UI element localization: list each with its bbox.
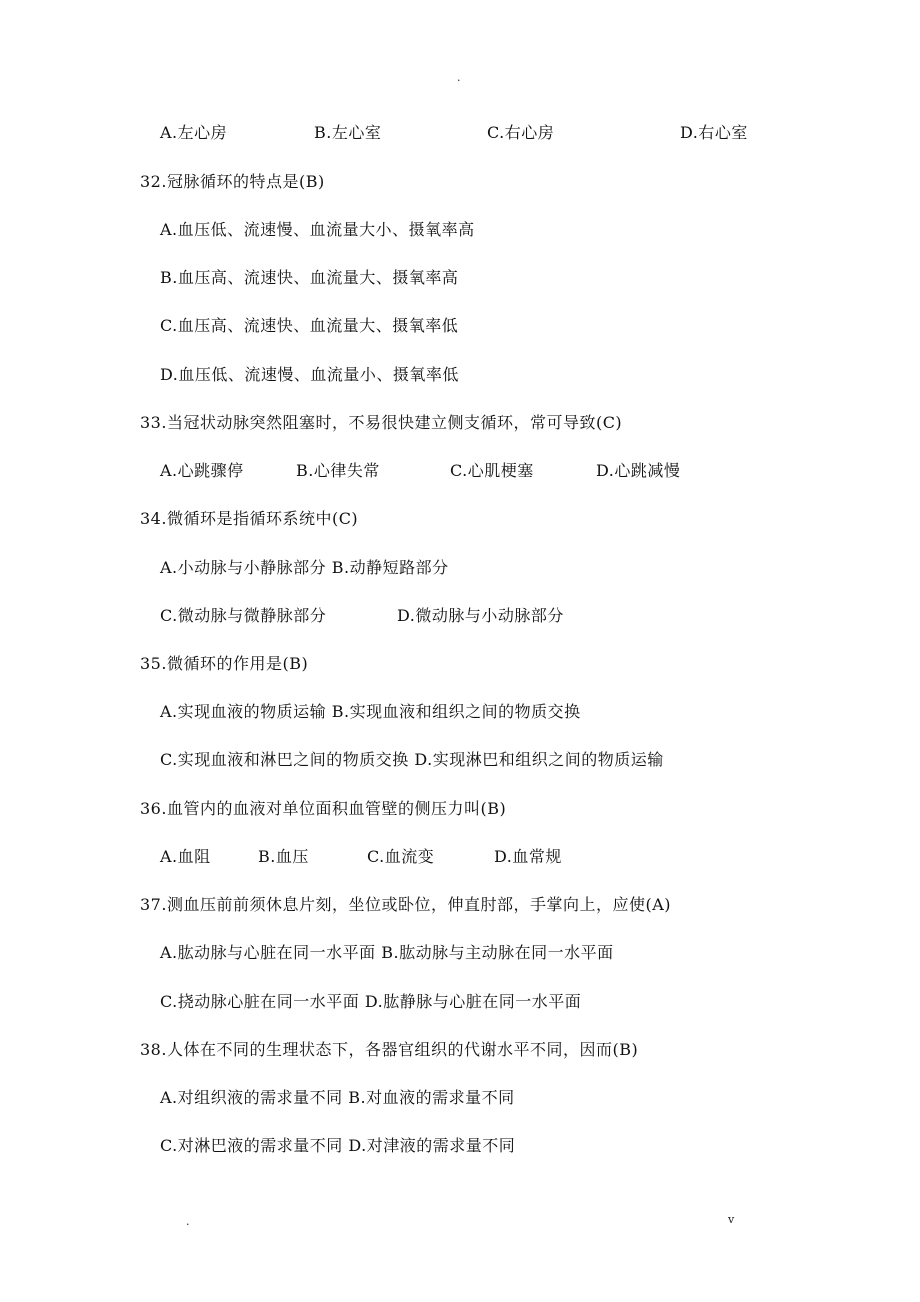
question-38-options-ab: A.对组织液的需求量不同 B.对血液的需求量不同 <box>160 1088 515 1107</box>
option-c: C.右心房 <box>487 123 555 142</box>
option-b: B.左心室 <box>314 123 382 142</box>
option-d: D.右心室 <box>680 123 748 142</box>
question-32-option-a: A.血压低、流速慢、血流量大小、摄氧率高 <box>160 220 475 239</box>
question-34-option-c: C.微动脉与微静脉部分 <box>160 606 327 625</box>
question-36-option-a: A.血阻 <box>160 847 211 866</box>
question-32-option-c: C.血压高、流速快、血流量大、摄氧率低 <box>160 316 459 335</box>
question-37-stem: 37.测血压前前须休息片刻，坐位或卧位，伸直肘部，手掌向上，应使(A) <box>140 895 671 914</box>
question-32-option-b: B.血压高、流速快、血流量大、摄氧率高 <box>160 268 459 287</box>
question-32-option-d: D.血压低、流速慢、血流量小、摄氧率低 <box>160 365 459 384</box>
question-33-stem: 33.当冠状动脉突然阻塞时，不易很快建立侧支循环，常可导致(C) <box>140 413 623 432</box>
question-34-option-d: D.微动脉与小动脉部分 <box>397 606 564 625</box>
question-38-stem: 38.人体在不同的生理状态下，各器官组织的代谢水平不同，因而(B) <box>140 1040 639 1059</box>
question-35-options-ab: A.实现血液的物质运输 B.实现血液和组织之间的物质交换 <box>160 702 581 721</box>
question-36-option-d: D.血常规 <box>494 847 562 866</box>
question-36-option-c: C.血流变 <box>367 847 435 866</box>
top-options-row <box>0 123 920 143</box>
option-a: A.左心房 <box>160 123 228 142</box>
question-36-option-b: B.血压 <box>258 847 309 866</box>
question-33-option-a: A.心跳骤停 <box>160 461 244 480</box>
footer-mark-right: v <box>728 1213 735 1226</box>
footer-mark-left: . <box>186 1215 190 1228</box>
question-34-options-ab: A.小动脉与小静脉部分 B.动静短路部分 <box>160 558 449 577</box>
question-38-options-cd: C.对淋巴液的需求量不同 D.对津液的需求量不同 <box>160 1136 516 1155</box>
question-33-option-c: C.心肌梗塞 <box>450 461 534 480</box>
question-36-stem: 36.血管内的血液对单位面积血管壁的侧压力叫(B) <box>140 799 507 818</box>
question-37-options-cd: C.挠动脉心脏在同一水平面 D.肱静脉与心脏在同一水平面 <box>160 992 582 1011</box>
header-mark: . <box>457 71 461 84</box>
question-34-options-cd <box>0 606 920 626</box>
question-33-option-b: B.心律失常 <box>296 461 380 480</box>
question-33-options <box>0 461 920 481</box>
question-32-stem: 32.冠脉循环的特点是(B) <box>140 172 325 191</box>
question-34-stem: 34.微循环是指循环系统中(C) <box>140 509 359 528</box>
question-33-option-d: D.心跳减慢 <box>596 461 681 480</box>
question-35-options-cd: C.实现血液和淋巴之间的物质交换 D.实现淋巴和组织之间的物质运输 <box>160 750 664 769</box>
question-35-stem: 35.微循环的作用是(B) <box>140 654 309 673</box>
question-37-options-ab: A.肱动脉与心脏在同一水平面 B.肱动脉与主动脉在同一水平面 <box>160 943 614 962</box>
question-36-options <box>0 847 920 867</box>
